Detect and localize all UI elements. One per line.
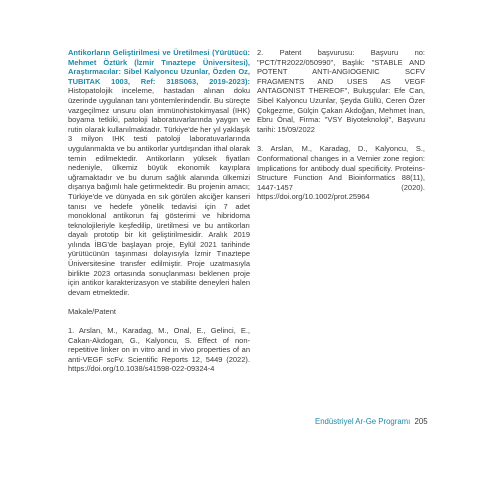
left-column	[68, 48, 250, 384]
project-body: Histopatolojik inceleme, hastadan alınan doku üzerinde uygulanan tanı yöntemlerindendir. Bu süreçte vazgeçilmez unsuru olan immünohistokimyasal (IHK) boyama tetkiki, patoloji laboratuvarlarında yaygın ve rutin olarak kullanılmaktadır. Türkiye'de her yıl yaklaşık 3 milyon IHK testi patoloji laboratuvarlarında uygulanmakta ve bu antikorlar yurtdışından ithal olarak temin edilmektedir. Antikorların yüksek fiyatları nedeniyle, ülkemiz büyük ekonomik kayıplara uğramaktadır ve bu durum sağlık alanında ülkemizi dışarıya bağımlı hale getirmektedir. Bu projenin amacı; Türkiye'de ve dünyada en sık görülen akciğer kanseri tanısı ve hedefe yönelik tedavisi için 7 adet monoklonal antikorun faj gösterimi ve hibridoma teknolojileriyle keşfedilip, üretilmesi ve bu antikorları dayalı prototip bir kit geliştirilmesidir. Aralık 2019 yılında İBG'de başlayan proje, Eylül 2021 tarihinde yürütücünün taşınması dolayısıyla İzmir Tınaztepe Üniversitesine transfer edilmiştir. Proje uzatmasıyla birlikte 2023 ortasında sonuçlanması beklenen proje için antikor karakterizasyon ve stabilite deneyleri halen devam etmektedir.	[68, 86, 250, 297]
project-heading: Antikorların Geliştirilmesi ve Üretilmesi (Yürütücü: Mehmet Öztürk (İzmir Tınaztepe Üniversitesi), Araştırmacılar: Sibel Kalyoncu Uzunlar, Özden Oz, TUBITAK 1003, Ref: 318S063, 2019-2023):	[68, 48, 250, 86]
project-paragraph	[68, 48, 250, 297]
right-column	[257, 48, 425, 212]
reference-item-3: 3. Arslan, M., Karadag, D., Kalyoncu, S., Conformational changes in a Vernier zone region: Implications for antibody dual specificity. Proteins-Structure Function And Bioinformatics 88(11), 1447-1457 (2020). https://doi.org/10.1002/prot.25964	[257, 144, 425, 202]
footer-label: Endüstriyel Ar-Ge Programı	[315, 417, 411, 426]
makale-patent-title: Makale/Patent	[68, 307, 116, 317]
reference-item-2: 2. Patent başvurusu: Başvuru no: "PCT/TR2022/050990", Başlık: "STABLE AND POTENT ANTI-ANGIOGENIC SCFV FRAGMENTS AND USES AS VEGF ANTAGONIST THEREOF", Buluşçular: Efe Can, Sibel Kalyoncu Uzunlar, Şeyda Güllü, Ceren Özer Çokgezme, Gülçin Çakan Akdoğan, Mehmet İnan, Ebru Önal, Firma: "VSY Biyoteknoloji", Başvuru tarihi: 15/09/2022	[257, 48, 425, 134]
reference-item-1: 1. Arslan, M., Karadag, M., Onal, E., Gelinci, E., Cakan-Akdogan, G., Kalyoncu, S. Effect of non-repetitive linker on in vitro and in vivo properties of an anti-VEGF scFv. Scientific Reports 12, 5449 (2022). https://doi.org/10.1038/s41598-022-09324-4	[68, 326, 250, 374]
page-footer	[315, 417, 440, 426]
page-number: 205	[414, 417, 428, 426]
